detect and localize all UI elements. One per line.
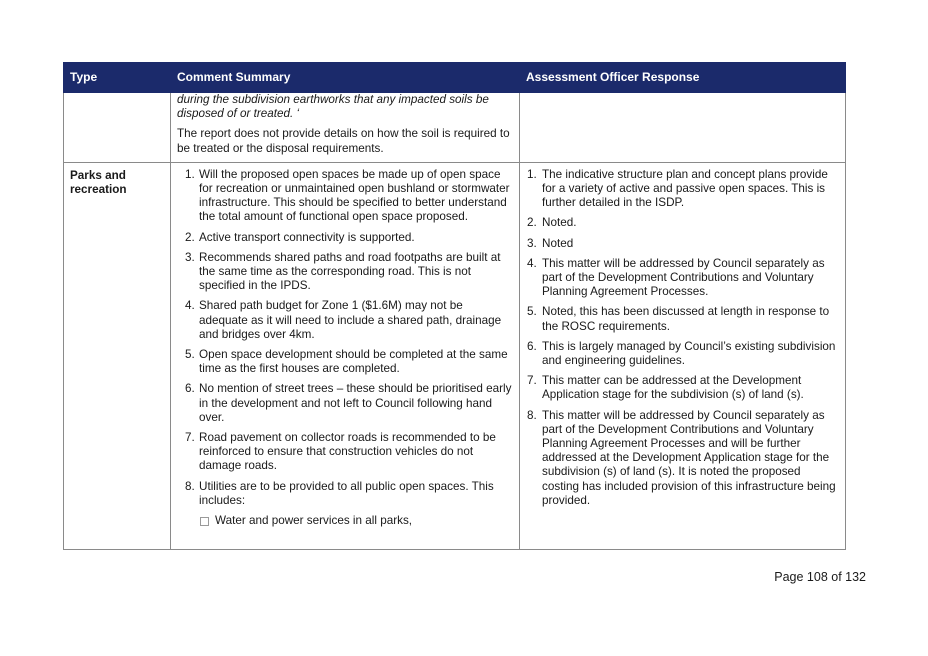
comment-cell	[171, 93, 520, 163]
list-item: 6. No mention of street trees – these should be prioritised early in the development and not left to Council following hand over.	[185, 382, 512, 424]
comment-list	[177, 168, 513, 508]
list-item: 6. This is largely managed by Council’s existing subdivision and engineering guidelines.	[527, 339, 836, 368]
type-cell	[64, 162, 171, 549]
list-item: 4. Shared path budget for Zone 1 ($1.6M) may not be adequate as it will need to include a shared path, drainage and bridges over 4km.	[185, 299, 502, 341]
list-item: 5. Noted, this has been discussed at length in response to the ROSC requirements.	[527, 305, 830, 333]
list-item: 1. Will the proposed open spaces be made up of open space for recreation or unmaintained open bushland or stormwater infrastructure. This should be specified to better understand the total amount of functional open space proposed.	[185, 167, 510, 224]
comments-table	[63, 62, 846, 550]
list-item: 1. The indicative structure plan and concept plans provide for a variety of active and passive open spaces. This is further detailed in the ISDP.	[527, 167, 828, 210]
response-cell	[520, 162, 846, 549]
table-row	[64, 93, 846, 163]
page-number: Page 108 of 132	[774, 570, 866, 584]
list-item: 7. Road pavement on collector roads is recommended to be reinforced to ensure that construction vehicles do not damage roads.	[185, 431, 496, 473]
list-item: 8. This matter will be addressed by Council separately as part of the Development Contributions and Voluntary Planning Agreement Processes and will be further addressed at the Development Application stage for the subdivision (s) of land (s). It is noted the proposed costing has included provision of this infrastructure being provided.	[527, 408, 836, 507]
header-officer-response: Assessment Officer Response	[520, 63, 846, 93]
comment-paragraph: The report does not provide details on how the soil is required to be treated or the disposal requirements.	[177, 127, 510, 155]
italic-line: during the subdivision earthworks that any impacted soils be	[177, 93, 489, 106]
header-type: Type	[64, 63, 171, 93]
table-row	[64, 162, 846, 549]
comment-cell	[171, 162, 520, 549]
table-header-row	[64, 63, 846, 93]
response-cell	[520, 93, 846, 163]
type-cell	[64, 93, 171, 163]
list-item: 3. Recommends shared paths and road footpaths are built at the same time as the corresponding road. This is not specified in the IPDS.	[185, 250, 501, 293]
type-label: Parks and recreation	[70, 168, 127, 197]
list-item: 8. Utilities are to be provided to all public open spaces. This includes:	[185, 479, 494, 507]
sub-bullet-item: Water and power services in all parks,	[177, 514, 513, 528]
list-item: 5. Open space development should be completed at the same time as the first houses are completed.	[185, 348, 508, 376]
bullet-box-icon	[200, 517, 209, 526]
italic-line: disposed of or treated. ‘	[177, 107, 300, 121]
header-comment-summary: Comment Summary	[171, 63, 520, 93]
list-item: 2. Active transport connectivity is supported.	[185, 230, 415, 244]
list-item: 4. This matter will be addressed by Council separately as part of the Development Contributions and Voluntary Planning Agreement Processes.	[527, 256, 825, 299]
list-item: 7. This matter can be addressed at the Development Application stage for the subdivision (s) of land (s).	[527, 374, 804, 402]
list-item: 2. Noted.	[527, 216, 577, 230]
list-item: 3. Noted	[527, 236, 574, 250]
response-list	[526, 168, 839, 508]
